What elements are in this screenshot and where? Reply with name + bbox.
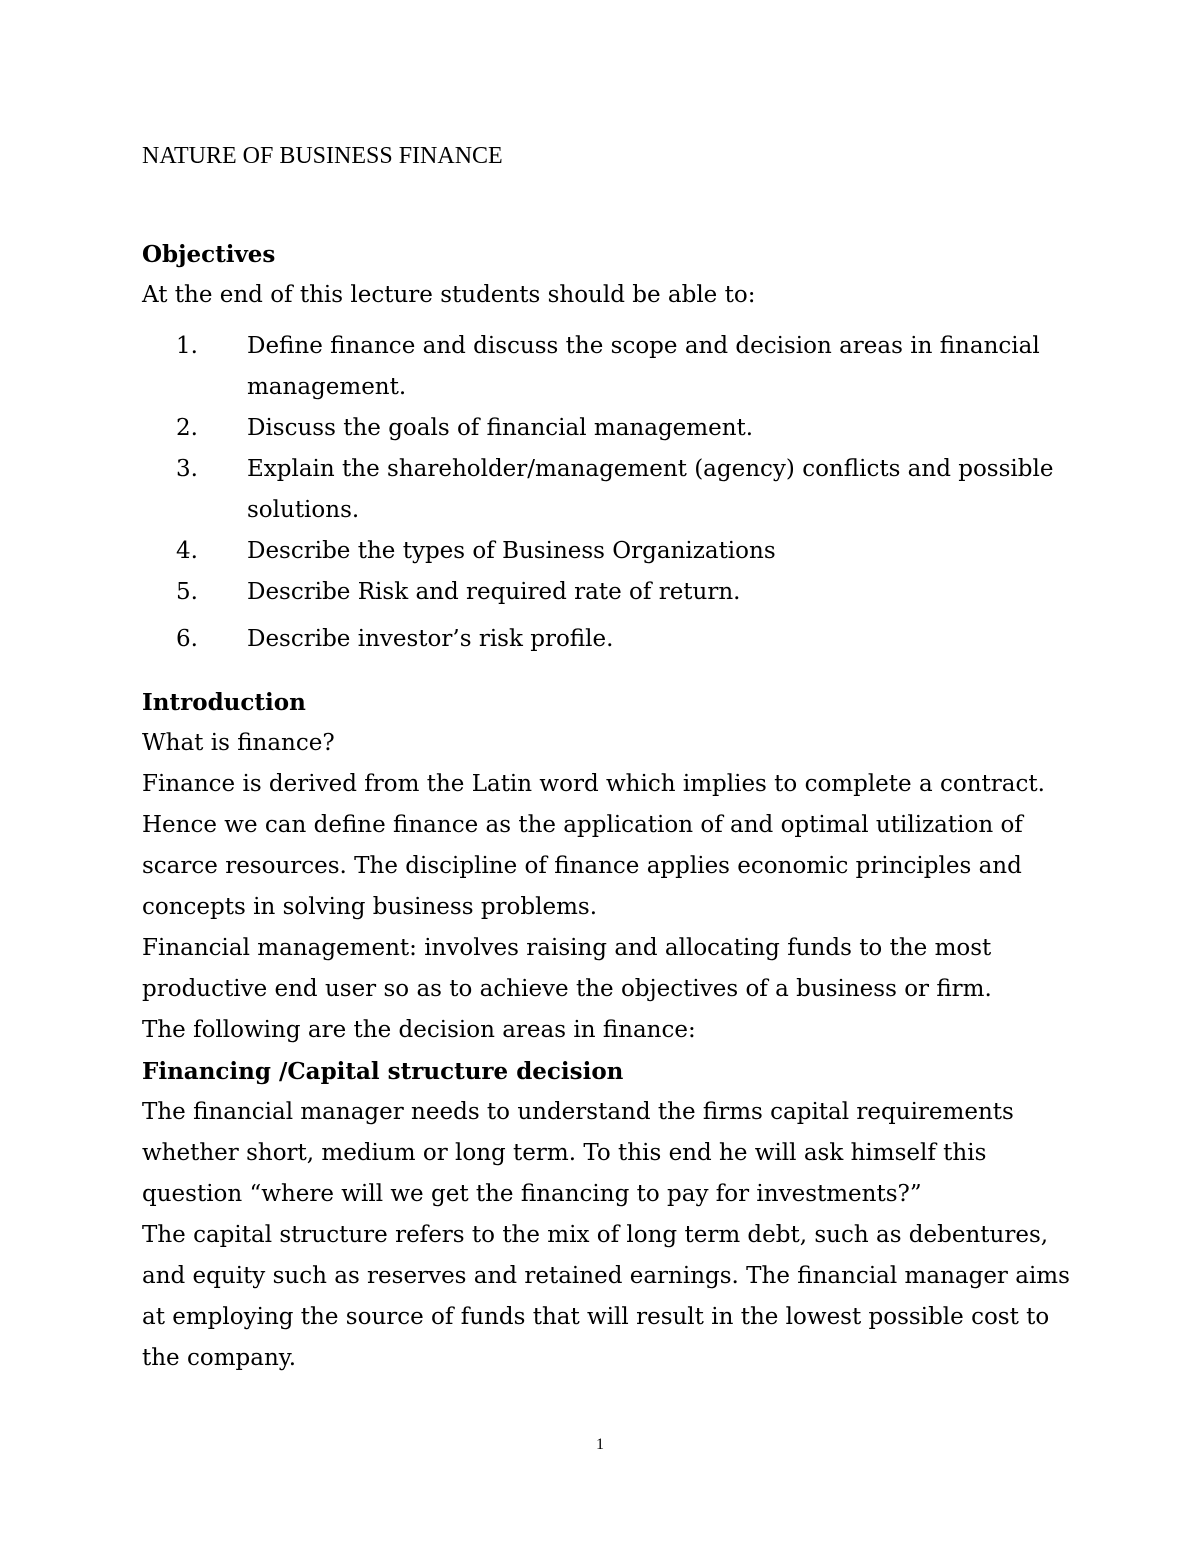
objective-text: Define finance and discuss the scope and decision areas in financial management. (247, 333, 1040, 400)
objective-text: Discuss the goals of financial management. (247, 415, 754, 441)
introduction-heading: Introduction (142, 689, 306, 716)
objective-number: 3. (176, 456, 198, 482)
financing-paragraph: The financial manager needs to understand the firms capital requirements whether short, medium or long term. To this end he will ask himself this question “where will we get the financing to pay for investments?” (142, 1099, 1014, 1207)
objective-number: 1. (176, 333, 198, 359)
objective-number: 2. (176, 415, 198, 441)
objective-text: Explain the shareholder/management (agency) conflicts and possible solutions. (247, 456, 1054, 523)
objective-item (142, 326, 1072, 408)
document-body (142, 234, 1072, 1379)
objective-item (142, 449, 1072, 531)
introduction-question: What is finance? (142, 730, 335, 756)
capital-structure-paragraph: The capital structure refers to the mix of long term debt, such as debentures, and equity such as reserves and retained earnings. The financial manager aims at employing the source of funds that will result in the lowest possible cost to the company. (142, 1222, 1070, 1371)
objective-text: Describe the types of Business Organizations (247, 538, 776, 564)
objective-text: Describe Risk and required rate of return. (247, 579, 741, 605)
financing-heading: Financing /Capital structure decision (142, 1058, 624, 1085)
objective-item (142, 408, 1072, 449)
introduction-paragraph: Finance is derived from the Latin word which implies to complete a contract. Hence we can define finance as the application of and optimal utilization of scarce resources. The discipline of finance applies economic principles and concepts in solving business problems. (142, 771, 1045, 920)
objective-item (142, 531, 1072, 572)
objective-text: Describe investor’s risk profile. (247, 626, 614, 652)
objective-number: 6. (176, 626, 198, 652)
objective-item (142, 619, 1072, 660)
page-number: 1 (596, 1436, 604, 1453)
objectives-heading: Objectives (142, 241, 276, 268)
objective-number: 4. (176, 538, 198, 564)
decision-areas-paragraph: The following are the decision areas in finance: (142, 1017, 696, 1043)
objective-number: 5. (176, 579, 198, 605)
financial-management-paragraph: Financial management: involves raising and allocating funds to the most productive end user so as to achieve the objectives of a business or firm. (142, 935, 992, 1002)
document-title: NATURE OF BUSINESS FINANCE (142, 143, 503, 169)
objective-item (142, 572, 1072, 613)
objectives-list (142, 326, 1072, 660)
objectives-intro: At the end of this lecture students should be able to: (142, 282, 756, 308)
